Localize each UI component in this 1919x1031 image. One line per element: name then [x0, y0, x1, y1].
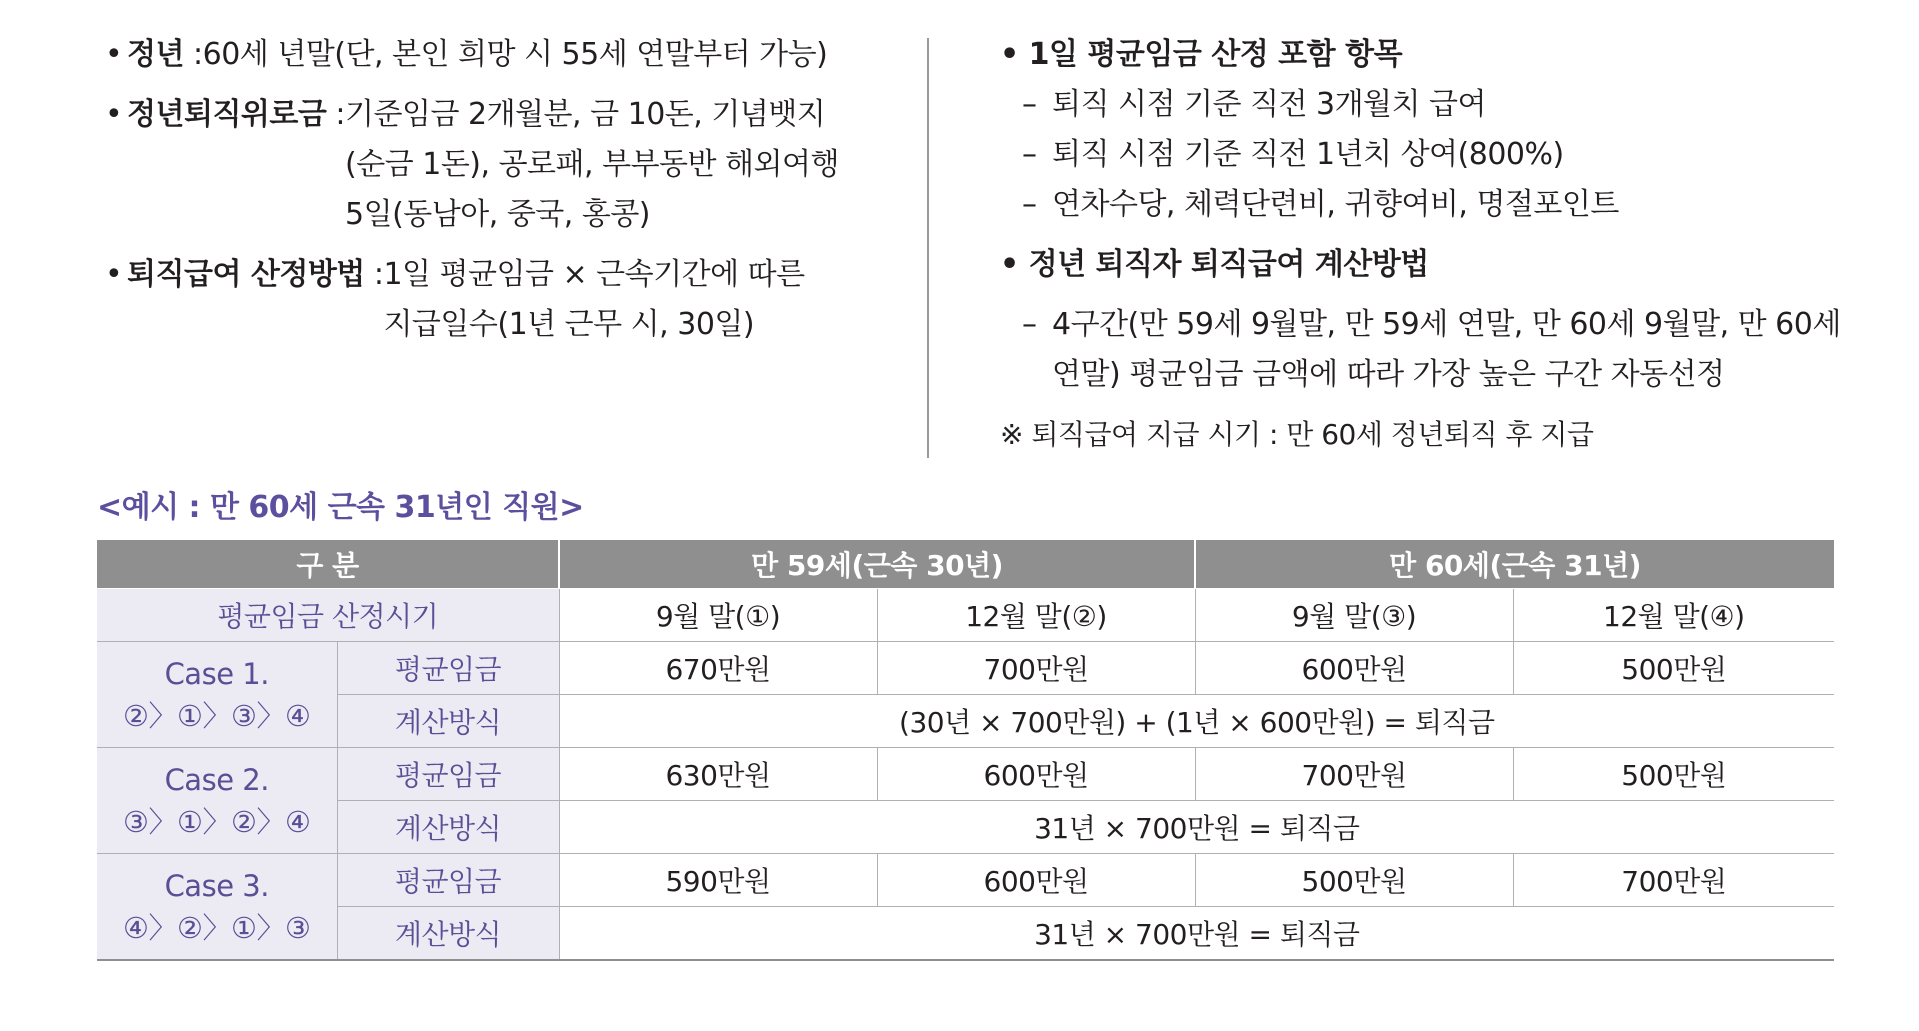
item-text: 5일(동남아, 중국, 홍콩) [345, 197, 651, 232]
item-separator: : [326, 97, 346, 132]
left-column [105, 30, 905, 350]
avg-wage-cell: 700만원 [877, 642, 1195, 695]
item-label: 정년 [127, 37, 184, 72]
period-cell: 12월 말(②) [877, 589, 1195, 642]
avg-wage-cell: 600만원 [877, 854, 1195, 907]
severance-method-item [105, 250, 905, 350]
calc-method-cell: 31년 × 700만원 = 퇴직금 [559, 907, 1834, 961]
avg-wage-cell: 630만원 [559, 748, 877, 801]
dash-mark: – [1022, 87, 1037, 122]
calc-method-cell: 31년 × 700만원 = 퇴직금 [559, 801, 1834, 854]
included-item [1000, 180, 1900, 230]
item-text: (순금 1돈), 공로패, 부부동반 해외여행 [345, 147, 839, 182]
avg-wage-cell: 500만원 [1195, 854, 1513, 907]
period-cell: 9월 말(①) [559, 589, 877, 642]
included-item-text: 퇴직 시점 기준 직전 3개월치 급여 [1052, 87, 1487, 122]
included-item-text: 퇴직 시점 기준 직전 1년치 상여(800%) [1052, 137, 1564, 172]
case-name: Case 3. [164, 868, 269, 903]
avg-wage-cell: 500만원 [1513, 642, 1834, 695]
calculation-method-heading: • 정년 퇴직자 퇴직급여 계산방법 [1000, 247, 1429, 282]
included-item [1000, 130, 1900, 180]
retirement-bonus-item [105, 90, 905, 240]
header-age-60: 만 60세(근속 31년) [1195, 540, 1834, 589]
item-text: 기준임금 2개월분, 금 10돈, 기념뱃지 [345, 97, 826, 132]
retirement-age-item [105, 30, 905, 80]
item-separator: : [183, 37, 203, 72]
bullet-dot: • [105, 37, 123, 72]
case-label [97, 854, 337, 961]
period-label: 평균임금 산정시기 [97, 589, 559, 642]
calc-method-label: 계산방식 [337, 695, 559, 748]
item-text: 지급일수(1년 근무 시, 30일) [383, 307, 755, 342]
table-row [97, 642, 1834, 695]
avg-wage-cell: 590만원 [559, 854, 877, 907]
dash-mark: – [1022, 137, 1037, 172]
table-header-row [97, 540, 1834, 589]
item-text: 60세 년말(단, 본인 희망 시 55세 연말부터 가능) [202, 37, 828, 72]
avg-wage-cell: 670만원 [559, 642, 877, 695]
calculation-method-text-cont: 연말) 평균임금 금액에 따라 가장 높은 구간 자동선정 [1052, 357, 1725, 392]
dash-mark: – [1022, 307, 1037, 342]
included-items-heading: • 1일 평균임금 산정 포함 항목 [1000, 37, 1403, 72]
header-age-59: 만 59세(근속 30년) [559, 540, 1195, 589]
item-separator: : [364, 257, 384, 292]
bullet-dot: • [105, 97, 123, 132]
avg-wage-label: 평균임금 [337, 854, 559, 907]
case-name: Case 1. [164, 656, 269, 691]
period-cell: 9월 말(③) [1195, 589, 1513, 642]
severance-example-table [97, 540, 1834, 961]
header-division: 구 분 [97, 540, 559, 589]
case-order: ②〉①〉③〉④ [123, 698, 311, 733]
avg-wage-label: 평균임금 [337, 642, 559, 695]
calc-method-label: 계산방식 [337, 907, 559, 961]
example-title: <예시 : 만 60세 근속 31년인 직원> [97, 490, 584, 525]
case-order: ④〉②〉①〉③ [123, 910, 311, 945]
avg-wage-cell: 500만원 [1513, 748, 1834, 801]
period-row [97, 589, 1834, 642]
calculation-method-item [1000, 300, 1900, 350]
table-row [97, 907, 1834, 961]
item-text: 1일 평균임금 × 근속기간에 따른 [383, 257, 805, 292]
avg-wage-cell: 600만원 [877, 748, 1195, 801]
case-label [97, 642, 337, 748]
case-name: Case 2. [164, 762, 269, 797]
calc-method-label: 계산방식 [337, 801, 559, 854]
avg-wage-cell: 700만원 [1513, 854, 1834, 907]
payment-timing-note: ※ 퇴직급여 지급 시기 : 만 60세 정년퇴직 후 지급 [1000, 418, 1594, 451]
included-item-text: 연차수당, 체력단련비, 귀향여비, 명절포인트 [1052, 187, 1619, 222]
period-cell: 12월 말(④) [1513, 589, 1834, 642]
table-row [97, 854, 1834, 907]
case-label [97, 748, 337, 854]
included-item [1000, 80, 1900, 130]
table-row [97, 748, 1834, 801]
table-row [97, 801, 1834, 854]
dash-mark: – [1022, 187, 1037, 222]
right-column [1000, 30, 1900, 460]
item-label: 정년퇴직위로금 [127, 97, 327, 132]
avg-wage-label: 평균임금 [337, 748, 559, 801]
avg-wage-cell: 600만원 [1195, 642, 1513, 695]
column-divider [927, 38, 929, 458]
calculation-method-text: 4구간(만 59세 9월말, 만 59세 연말, 만 60세 9월말, 만 60세 [1052, 307, 1841, 342]
avg-wage-cell: 700만원 [1195, 748, 1513, 801]
table-row [97, 695, 1834, 748]
item-label: 퇴직급여 산정방법 [127, 257, 365, 292]
calc-method-cell: (30년 × 700만원) + (1년 × 600만원) = 퇴직금 [559, 695, 1834, 748]
bullet-dot: • [105, 257, 123, 292]
case-order: ③〉①〉②〉④ [123, 804, 311, 839]
